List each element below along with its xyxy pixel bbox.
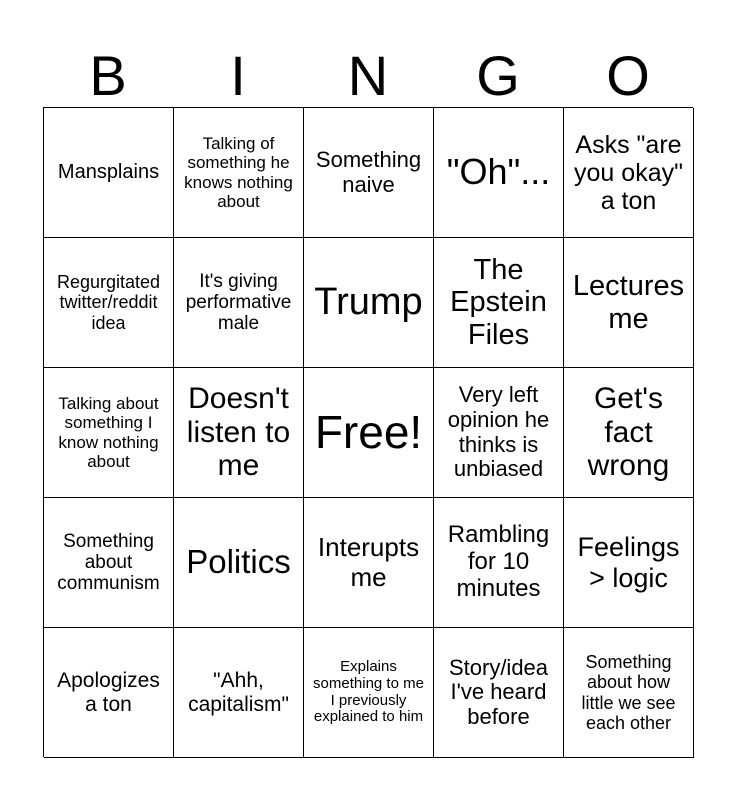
bingo-grid (43, 107, 693, 757)
cell-text: Story/idea I've heard before (448, 654, 549, 729)
cell-text: Something about how little we see each other (581, 652, 676, 733)
bingo-cell[interactable] (434, 238, 564, 368)
cell-text: Explains something to me I previously explained to him (313, 657, 424, 726)
cell-text: Lectures me (572, 270, 685, 335)
cell-text: Something naive (315, 146, 422, 197)
bingo-cell[interactable] (174, 238, 304, 368)
cell-text: Interupts me (317, 532, 420, 592)
cell-text: Talking about something I know nothing about (58, 394, 159, 471)
cell-text: "Oh"... (446, 151, 551, 193)
bingo-header (43, 44, 693, 108)
bingo-cell[interactable] (564, 238, 694, 368)
cell-text: Doesn't listen to me (186, 382, 291, 483)
cell-text: The Epstein Files (450, 253, 547, 351)
header-letter-n: N (347, 44, 389, 107)
bingo-cell[interactable] (304, 498, 434, 628)
cell-text: Regurgitated twitter/reddit idea (56, 272, 161, 333)
bingo-cell[interactable] (304, 368, 434, 498)
header-letter-o: O (606, 44, 650, 107)
bingo-cell[interactable] (44, 498, 174, 628)
cell-text: Very left opinion he thinks is unbiased (447, 382, 550, 482)
bingo-cell[interactable] (174, 628, 304, 758)
bingo-cell[interactable] (304, 108, 434, 238)
cell-text: It's giving performative male (185, 270, 292, 335)
header-letter-i: I (230, 44, 246, 107)
bingo-cell[interactable] (304, 628, 434, 758)
cell-text: Talking of something he knows nothing about (184, 134, 293, 211)
cell-text: Apologizes a ton (57, 668, 160, 716)
bingo-cell[interactable] (44, 108, 174, 238)
bingo-cell[interactable] (564, 628, 694, 758)
bingo-cell[interactable] (564, 368, 694, 498)
cell-text: Trump (314, 281, 423, 324)
bingo-cell[interactable] (564, 108, 694, 238)
bingo-cell[interactable] (44, 628, 174, 758)
cell-text: Mansplains (57, 161, 160, 184)
cell-text: Politics (186, 543, 291, 581)
cell-text: Free! (314, 405, 423, 458)
cell-text: Asks "are you okay" a ton (574, 130, 683, 215)
bingo-cell[interactable] (174, 368, 304, 498)
header-letter-b: B (89, 44, 127, 107)
cell-text: "Ahh, capitalism" (188, 668, 289, 716)
bingo-cell[interactable] (44, 238, 174, 368)
bingo-cell[interactable] (434, 108, 564, 238)
cell-text: Get's fact wrong (587, 382, 670, 483)
bingo-cell[interactable] (174, 108, 304, 238)
bingo-cell[interactable] (44, 368, 174, 498)
bingo-cell[interactable] (174, 498, 304, 628)
header-letter-g: G (476, 44, 520, 107)
cell-text: Feelings > logic (577, 532, 680, 593)
cell-text: Rambling for 10 minutes (447, 521, 550, 602)
bingo-cell[interactable] (434, 628, 564, 758)
bingo-cell[interactable] (304, 238, 434, 368)
cell-text: Something about communism (57, 530, 160, 595)
bingo-cell[interactable] (434, 498, 564, 628)
bingo-cell[interactable] (434, 368, 564, 498)
bingo-cell[interactable] (564, 498, 694, 628)
